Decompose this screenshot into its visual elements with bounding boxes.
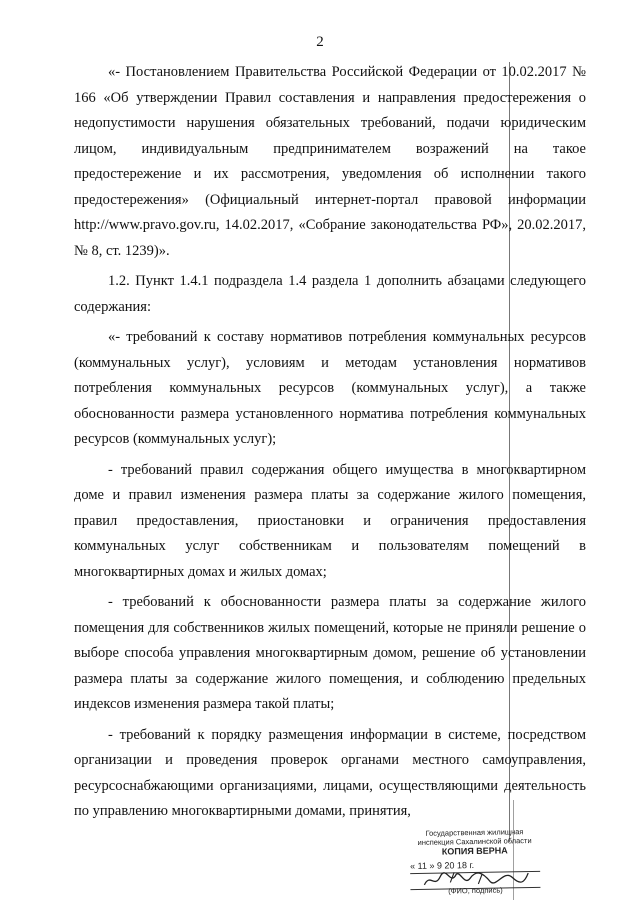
- document-body: [74, 60, 586, 830]
- paragraph-requirement-information: - требований к порядку размещения информации в системе, посредством организации и проведения проверок органами местного самоуправления, ресурсоснабжающими организациями, лицами, осуществляющими деятельность по управлению многоквартирными домами, принятия,: [74, 726, 586, 819]
- certification-stamp: [399, 827, 550, 900]
- paragraph-clause-1-2: 1.2. Пункт 1.4.1 подраздела 1.4 раздела 1 дополнить абзацами следующего содержания:: [74, 273, 586, 315]
- stamp-org-line2: инспекция Сахалинской области: [417, 836, 532, 847]
- paragraph-requirement-payment: - требований к обоснованности размера платы за содержание жилого помещения для собственников жилых помещений, которые не приняли решение о выборе способа управления многоквартирным домом, решение об установлении размера платы за содержание жилого помещения, и соблюдению предельных индексов изменения размера такой платы;: [74, 594, 586, 712]
- stamp-date: « 11 » 9 20 18 г.: [409, 860, 475, 872]
- stamp-copy-label: КОПИЯ ВЕРНА: [441, 845, 508, 857]
- stamp-org-line1: Государственная жилищная: [425, 827, 524, 838]
- paragraph-decree-reference: «- Постановлением Правительства Российской Федерации от 10.02.2017 № 166 «Об утверждении Правил составления и направления предостережения о недопустимости нарушения обязательных требований, подачи юридическим лицом, индивидуальным предпринимателем возражений на такое предостережение и их рассмотрения, уведомления об исполнении такого предостережения» (Официальный интернет-портал правовой информации http://www.pravo.gov.ru, 14.02.2017, «Собрание законодательства РФ», 20.02.2017, № 8, ст. 1239)».: [74, 64, 586, 259]
- page-number: 2: [316, 34, 324, 50]
- paragraph-requirement-norms: «- требований к составу нормативов потребления коммунальных ресурсов (коммунальных услуг), условиям и методам установления нормативов потребления коммунальных ресурсов (коммунальных услуг), а также обоснованности размера установленного норматива потребления коммунальных ресурсов (коммунальных услуг);: [74, 329, 586, 447]
- paragraph-requirement-common-property: - требований правил содержания общего имущества в многоквартирном доме и правил изменения размера платы за содержание жилого помещения, правил предоставления, приостановки и ограничения предоставления коммунальных услуг собственникам и пользователям помещений в многоквартирных домах и жилых домах;: [74, 461, 586, 580]
- stamp-fio-label: (ФИО, подпись): [448, 885, 503, 896]
